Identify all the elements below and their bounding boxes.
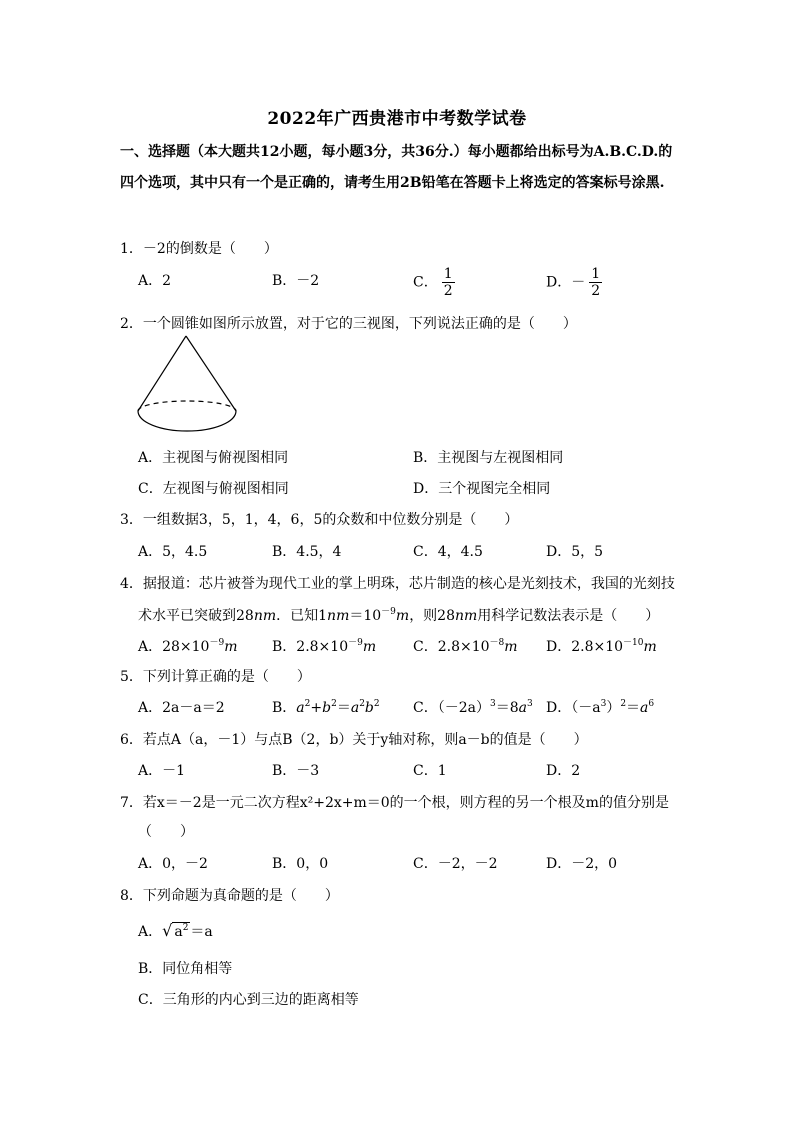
q7-option-d: D．－2，0	[546, 856, 618, 872]
q2-option-d: D．三个视图完全相同	[413, 481, 551, 497]
q7-option-b: B．0，0	[272, 856, 329, 872]
question-3-options	[138, 541, 698, 571]
question-7-options	[138, 853, 698, 883]
q8-option-b: B．同位角相等	[138, 961, 233, 977]
q4-option-d: D．$2.8\times 10^{-10}m$	[546, 638, 657, 655]
question-1: 1．－2的倒数是（ ）	[120, 241, 278, 257]
q8-option-c: C．三角形的内心到三边的距离相等	[138, 992, 359, 1008]
cone-base-back	[138, 401, 236, 411]
q7-option-c: C．－2，－2	[413, 856, 498, 872]
q3-option-d: D．5，5	[546, 544, 604, 560]
q2-option-b: B．主视图与左视图相同	[413, 450, 564, 466]
exam-title: 2022年广西贵港市中考数学试卷	[267, 109, 527, 129]
q5-option-a: A．2a－a＝2	[138, 700, 225, 716]
q2-option-a: A．主视图与俯视图相同	[138, 450, 289, 466]
q4-option-b: B．$2.8\times 10^{-9}m$	[272, 638, 377, 655]
q3-option-a: A．5，4.5	[138, 544, 208, 560]
q6-option-d: D．2	[546, 763, 581, 779]
question-6: 6．若点A（a，－1）与点B（2，b）关于y轴对称，则a－b的值是（ ）	[120, 732, 588, 748]
section-instructions: 一、选择题（本大题共12小题，每小题3分，共36分.）每小题都给出标号为A.B.C.D.的四个选项，其中只有一个是正确的，请考生用2B铅笔在答题卡上将选定的答案标号涂黑.	[120, 144, 673, 191]
question-3: 3．一组数据3，5，1，4，6，5的众数和中位数分别是（ ）	[120, 512, 519, 528]
q5-option-d: D．$(-a^3)^2=a^6$	[546, 699, 655, 716]
question-7-line1: 7．若x＝－2是一元二次方程x²+2x+m＝0的一个根，则方程的另一个根及m的值分别是	[120, 795, 669, 811]
cone-left-edge	[138, 336, 186, 411]
q3-option-c: C．4，4.5	[413, 544, 483, 560]
question-2: 2．一个圆锥如图所示放置，对于它的三视图，下列说法正确的是（ ）	[120, 316, 577, 332]
question-4-line2: 术水平已突破到28nm．已知$1nm=10^{-9}m$，则28nm用科学记数法表示是（ ）	[138, 607, 660, 624]
cone-right-edge	[186, 336, 236, 411]
cone-base-front	[138, 411, 236, 431]
q8-option-a: A．√ $a^2 =a$	[138, 921, 213, 940]
q5-option-c: C．$(-2a)^3=8a^3$	[413, 699, 533, 716]
question-1-options	[138, 266, 698, 300]
q1-option-d: D．－ $\frac{1}{2}$	[546, 266, 601, 299]
q2-option-c: C．左视图与俯视图相同	[138, 481, 289, 497]
question-6-options	[138, 760, 698, 790]
question-7-line2: （ ）	[138, 824, 194, 840]
q4-option-a: A．$28\times 10^{-9}m$	[138, 638, 238, 655]
question-2-options-row2	[138, 478, 698, 508]
question-8: 8．下列命题为真命题的是（ ）	[120, 888, 339, 904]
q4-option-c: C．$2.8\times 10^{-8}m$	[413, 638, 518, 655]
question-2-options-row1	[138, 447, 698, 477]
q5-option-b: B．$a^2+b^2=a^2b^2$	[272, 699, 380, 716]
q3-option-b: B．4.5，4	[272, 544, 342, 560]
question-4-options	[138, 635, 698, 665]
q7-option-a: A．0，－2	[138, 856, 208, 872]
question-5-options	[138, 697, 698, 727]
q1-option-c: C． $\frac{1}{2}$	[413, 266, 453, 299]
question-5: 5．下列计算正确的是（ ）	[120, 669, 311, 685]
q1-option-a: A．2	[138, 273, 172, 289]
q6-option-a: A．－1	[138, 763, 186, 779]
question-4-line1: 4．据报道：芯片被誉为现代工业的掌上明珠，芯片制造的核心是光刻技术，我国的光刻技	[120, 576, 675, 592]
q6-option-c: C．1	[413, 763, 447, 779]
q1-option-b: B．－2	[272, 273, 320, 289]
q6-option-b: B．－3	[272, 763, 320, 779]
cone-figure	[134, 334, 242, 438]
